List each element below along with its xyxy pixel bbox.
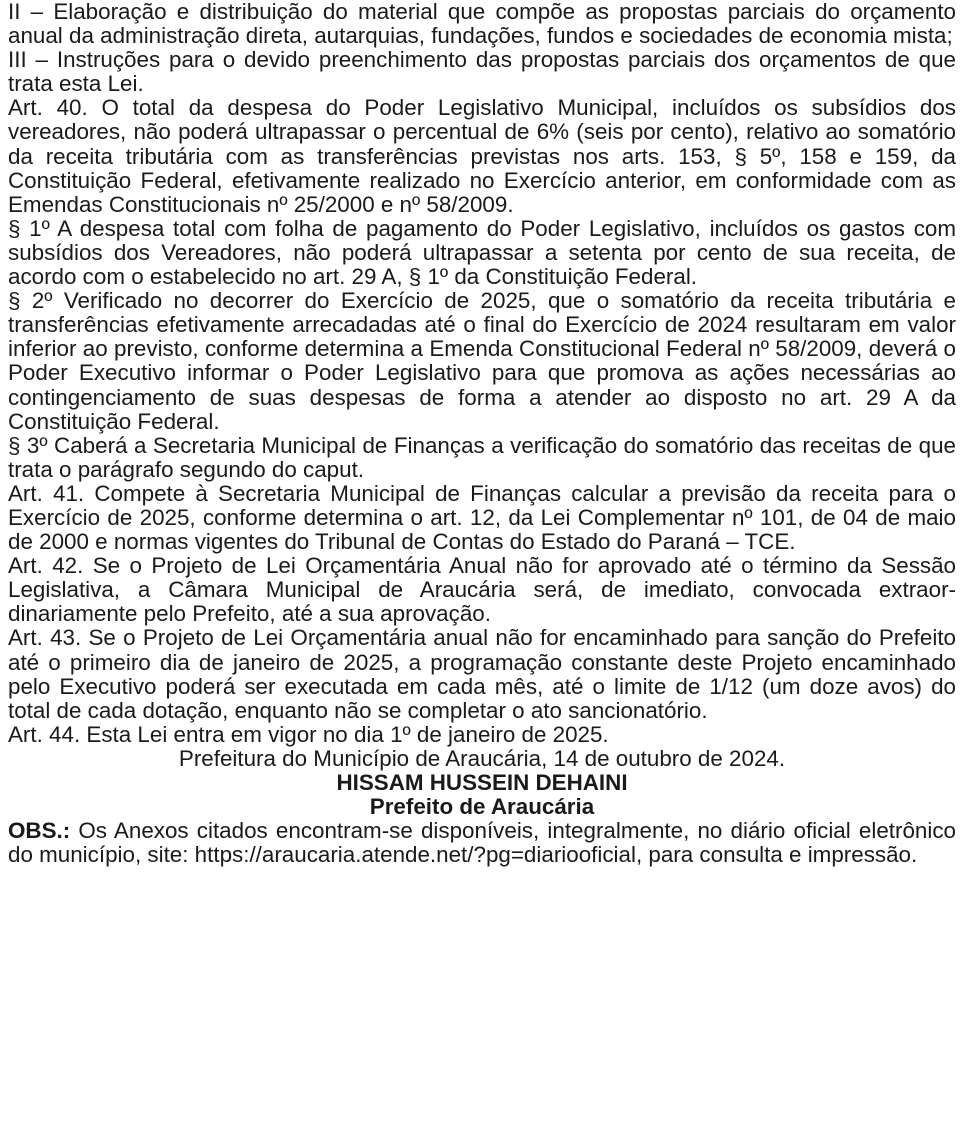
obs-label: OBS.: xyxy=(8,818,71,844)
signature-place-date: Prefeitura do Município de Araucária, 14 de outubro de 2024. xyxy=(178,745,786,771)
paragraph-art-40-par-1: § 1º A despesa total com folha de pagamento do Poder Legislativo, incluídos os gastos com subsídios dos Vereadores, não poderá ultrapassar a setenta por cento de sua receita, de acordo com o estabelecido no art. 29 A, § 1º da Constituição Federal. xyxy=(8,215,956,290)
paragraph-art-40: Art. 40. O total da despesa do Poder Legislativo Municipal, incluídos os subsídios dos vereadores, não poderá ultrapassar o percentual de 6% (seis por cento), relativo ao somatório da receita tributária com as transferências previstas nos arts. 153, § 5º, 158 e 159, da Constituição Federal, efetivamente realizado no Exercício anterior, em conformidade com as Emendas Constitucionais nº 25/2000 e nº 58/2009. xyxy=(8,95,956,217)
paragraph-art-40-par-2: § 2º Verificado no decorrer do Exercício de 2025, que o somatório da receita tributária e transferências efetivamente arrecadadas até o final do Exercício de 2024 resultaram em valor inferior ao previsto, conforme determina a Emenda Constitucional Federal nº 58/2009, deverá o Poder Executivo informar o Poder Legislativo para que promova as ações necessárias ao contingenciamento de suas despesas de forma a atender ao disposto no art. 29 A da Constituição Federal. xyxy=(8,288,956,434)
paragraph-item-ii: II – Elaboração e distribuição do material que compõe as propostas parciais do orçamento anual da administração direta, autarquias, fundações, fundos e sociedades de economia mista; xyxy=(8,0,956,49)
paragraph-art-41: Art. 41. Compete à Secretaria Municipal de Finanças calcular a previsão da receita para o Exercício de 2025, conforme determina o art. 12, da Lei Complementar nº 101, de 04 de maio de 2000 e normas vigentes do Tribunal de Contas do Estado do Paraná – TCE. xyxy=(8,480,956,555)
obs-text: Os Anexos citados encontram-se disponíveis, integralmente, no diário oficial eletrônico do município, site: https://araucaria.atende.net/?pg=diariooficial, para consulta e impressão. xyxy=(8,818,956,868)
paragraph-art-40-par-3: § 3º Caberá a Secretaria Municipal de Finanças a verificação do somatório das receitas de que trata o parágrafo segundo do caput. xyxy=(8,432,956,482)
paragraph-item-iii: III – Instruções para o devido preenchimento das propostas parciais dos orçamentos de que trata esta Lei. xyxy=(8,47,956,97)
paragraph-art-43: Art. 43. Se o Projeto de Lei Orçamentária anual não for encaminhado para sanção do Prefeito até o primeiro dia de janeiro de 2025, a programação constante deste Projeto encaminhado pelo Executivo poderá ser executada em cada mês, até o limite de 1/12 (um doze avos) do total de cada dotação, enquanto não se completar o ato sancionatório. xyxy=(8,625,956,723)
paragraph-art-44: Art. 44. Esta Lei entra em vigor no dia 1º de janeiro de 2025. xyxy=(8,721,609,747)
signature-name: HISSAM HUSSEIN DEHAINI xyxy=(336,770,628,795)
obs-note xyxy=(8,819,956,867)
signature-title: Prefeito de Araucária xyxy=(369,794,595,820)
paragraph-art-42: Art. 42. Se o Projeto de Lei Orçamentária Anual não for aprovado até o término da Sessão Legislativa, a Câmara Municipal de Araucária será, de imediato, convocada extraordinariamente pelo Prefeito, até a sua aprovação. xyxy=(8,553,956,627)
